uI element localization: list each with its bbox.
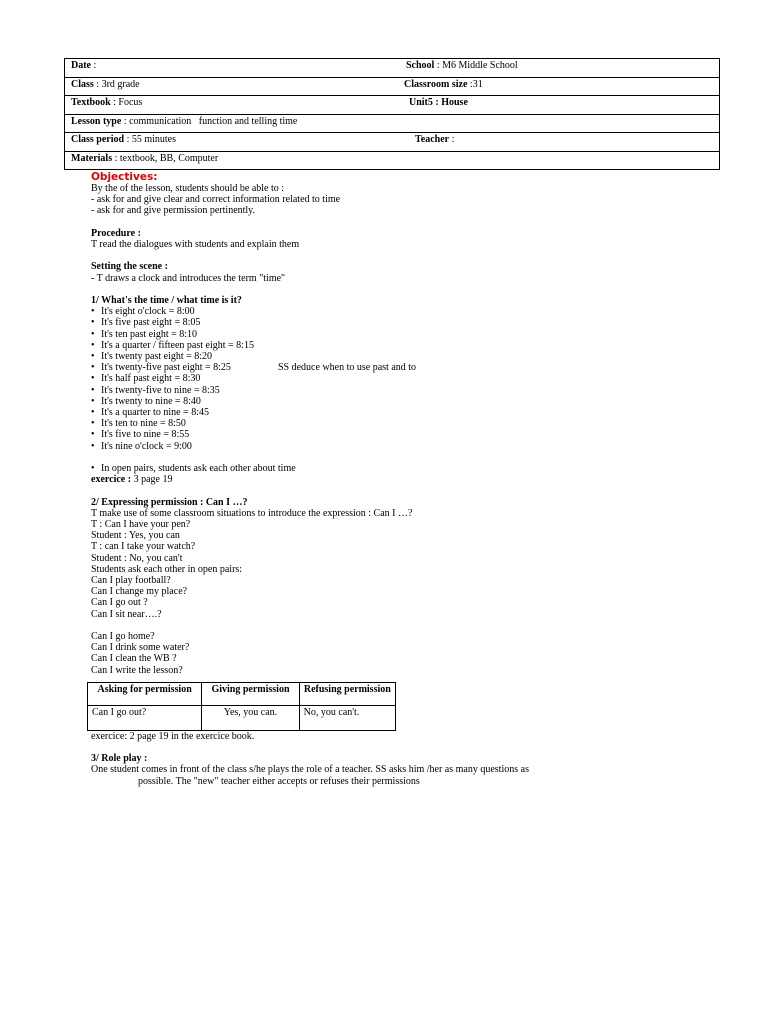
permission-table (87, 682, 396, 731)
text-line: Can I sit near….? (91, 608, 162, 620)
section2-heading: 2/ Expressing permission : Can I …? (91, 496, 248, 508)
textbook-field: Textbook : Focus (71, 97, 143, 108)
table-header: Asking for permission (88, 682, 202, 705)
deduce-note: SS deduce when to use past and to (278, 362, 417, 374)
section1-heading: 1/ What's the time / what time is it? (91, 294, 242, 306)
unit-field: Unit5 : House (409, 97, 468, 108)
procedure-heading: Procedure : (91, 227, 141, 239)
list-item: • It's twenty past eight = 8:20 (91, 351, 711, 362)
lesson-type-field: Lesson type : communication function and telling time (71, 115, 298, 127)
text-line: Can I play football? (91, 575, 171, 587)
classroom-size-field: Classroom size :31 (404, 78, 483, 90)
list-item: • It's ten past eight = 8:10 (91, 329, 711, 340)
text-line: Can I go home? (91, 631, 155, 643)
role-play-line: possible. The "new" teacher either accepts or refuses their permissions (138, 775, 420, 787)
school-field: School : M6 Middle School (406, 60, 518, 71)
section3-heading: 3/ Role play : (91, 753, 148, 765)
table-header: Refusing permission (299, 682, 395, 705)
exercise-line-2: exercice: 2 page 19 in the exercice book. (91, 730, 255, 742)
list-item: • It's nine o'clock = 9:00 (91, 441, 711, 452)
class-period-field: Class period : 55 minutes (71, 134, 177, 145)
materials-field: Materials : textbook, BB, Computer (71, 152, 219, 164)
text-line: Can I change my place? (91, 586, 188, 598)
list-item: • It's five to nine = 8:55 (91, 429, 711, 440)
date-field: Date : (71, 60, 97, 71)
objectives-line: - ask for and give permission pertinently. (91, 205, 256, 217)
list-item: • It's a quarter / fifteen past eight = 8:15 (91, 340, 711, 351)
text-line: T make use of some classroom situations to introduce the expression : Can I …? (91, 507, 413, 519)
teacher-field: Teacher : (415, 134, 455, 145)
text-line: Student : No, you can't (91, 552, 183, 564)
objectives-heading: Objectives: (91, 171, 158, 183)
list-item: • It's twenty-five past eight = 8:25 SS deduce when to use past and to (91, 362, 711, 373)
list-item: • It's ten to nine = 8:50 (91, 418, 711, 429)
class-field: Class : 3rd grade (71, 78, 140, 90)
time-expressions-list (91, 306, 711, 452)
table-cell: No, you can't. (299, 705, 395, 730)
list-item: • It's twenty to nine = 8:40 (91, 396, 711, 407)
role-play-line: One student comes in front of the class s/he plays the role of a teacher. SS asks him /her as many questions as (91, 764, 529, 776)
table-cell: Yes, you can. (202, 705, 299, 730)
text-line: Can I go out ? (91, 597, 148, 609)
table-header: Giving permission (202, 682, 299, 705)
list-item: • It's a quarter to nine = 8:45 (91, 407, 711, 418)
list-item: • It's half past eight = 8:30 (91, 373, 711, 384)
exercise-line-1: exercice : 3 page 19 (91, 474, 173, 486)
text-line: Can I clean the WB ? (91, 653, 177, 665)
text-line: T : can I take your watch? (91, 541, 196, 553)
text-line: Student : Yes, you can (91, 530, 180, 542)
open-pairs-item: • In open pairs, students ask each other about time (91, 463, 711, 474)
list-item: • It's eight o'clock = 8:00 (91, 306, 711, 317)
setting-scene-text: - T draws a clock and introduces the term "time" (91, 272, 286, 284)
procedure-text: T read the dialogues with students and explain them (91, 239, 300, 250)
table-row (88, 705, 396, 730)
table-cell: Can I go out? (88, 705, 202, 730)
objectives-line: - ask for and give clear and correct information related to time (91, 194, 341, 206)
list-item: • It's five past eight = 8:05 (91, 317, 711, 328)
text-line: T : Can I have your pen? (91, 519, 191, 531)
text-line: Can I write the lesson? (91, 664, 183, 676)
objectives-line: By the of the lesson, students should be able to : (91, 183, 285, 194)
lesson-plan-body (91, 171, 711, 787)
list-item: • It's twenty-five to nine = 8:35 (91, 385, 711, 396)
text-line: Can I drink some water? (91, 642, 190, 654)
lesson-info-table (64, 58, 720, 170)
text-line: Students ask each other in open pairs: (91, 563, 243, 575)
setting-scene-heading: Setting the scene : (91, 261, 168, 273)
